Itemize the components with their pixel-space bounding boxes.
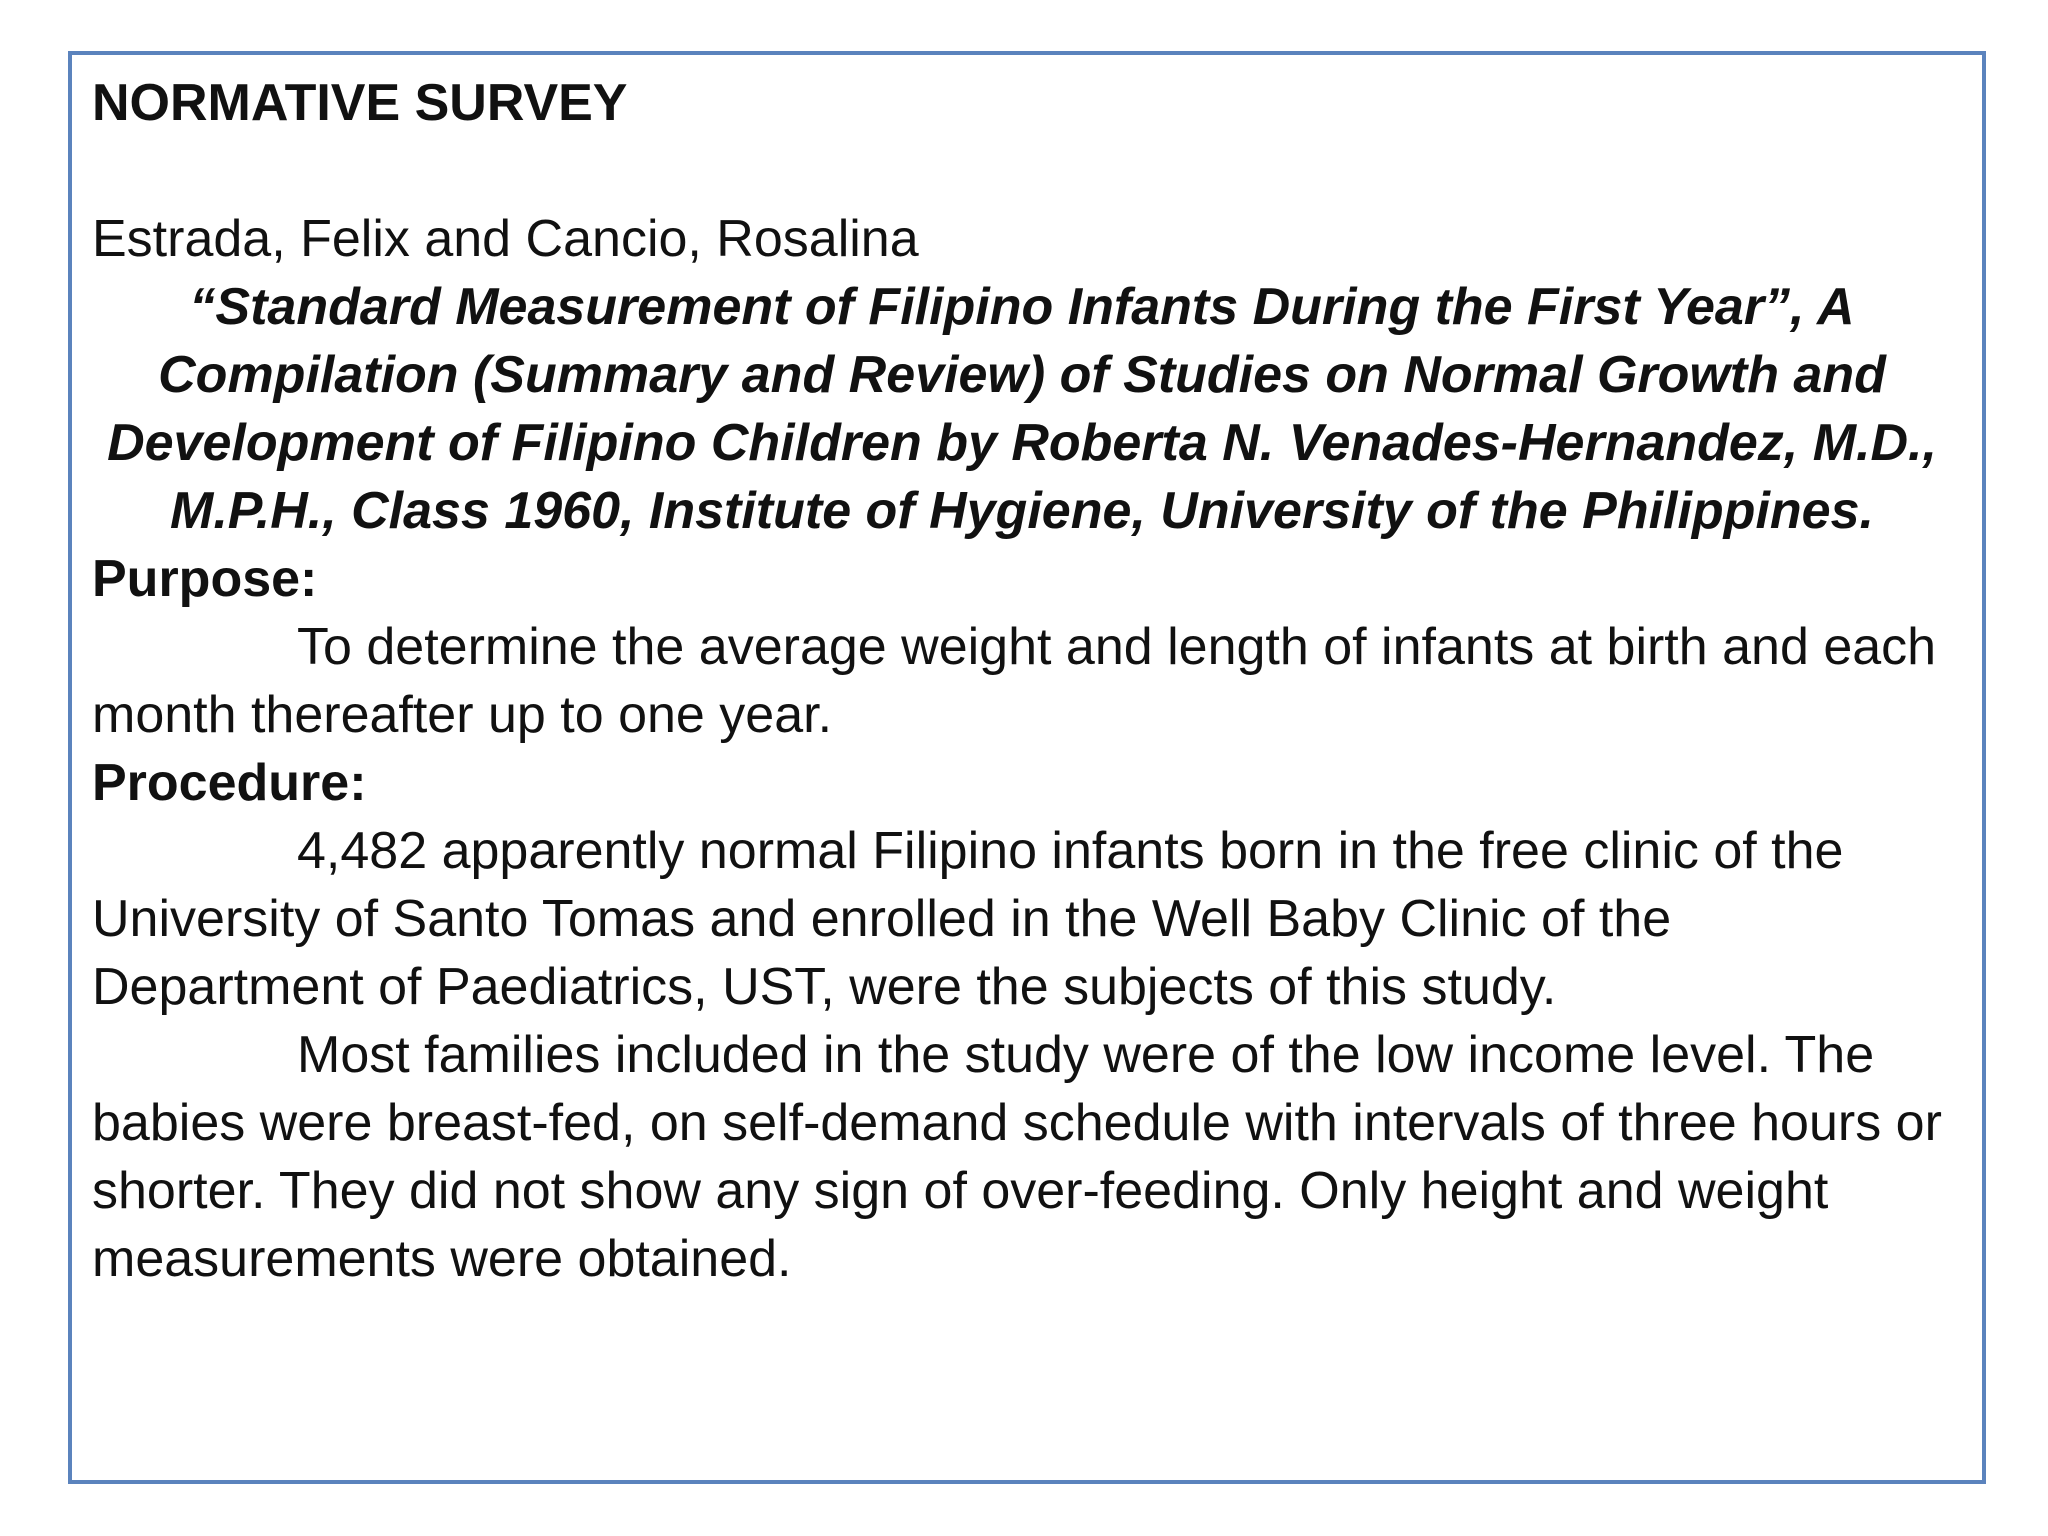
- document-frame: [68, 51, 1986, 1484]
- document-content: [92, 71, 1952, 1293]
- spacer: [92, 135, 1952, 205]
- procedure-paragraph-1: 4,482 apparently normal Filipino infants born in the free clinic of the University of Santo Tomas and enrolled in the Well Baby Clinic of the Department of Paediatrics, UST, were the subjects of this study.: [92, 822, 1844, 1016]
- procedure-label: Procedure:: [92, 754, 367, 812]
- authors-line: Estrada, Felix and Cancio, Rosalina: [92, 210, 919, 268]
- purpose-label: Purpose:: [92, 550, 318, 608]
- page-title: NORMATIVE SURVEY: [92, 74, 628, 132]
- procedure-paragraph-2: Most families included in the study were of the low income level. The babies were breast-fed, on self-demand schedule with intervals of three hours or shorter. They did not show any sign of over-feeding. Only height and weight measurements were obtained.: [92, 1026, 1942, 1288]
- purpose-text: To determine the average weight and length of infants at birth and each month thereafter up to one year.: [92, 618, 1937, 744]
- citation-text: “Standard Measurement of Filipino Infants During the First Year”, A Compilation (Summary and Review) of Studies on Normal Growth and Development of Filipino Children by Roberta N. Venades-Hernandez, M.D., M.P.H., Class 1960, Institute of Hygiene, University of the Philippines.: [107, 278, 1937, 540]
